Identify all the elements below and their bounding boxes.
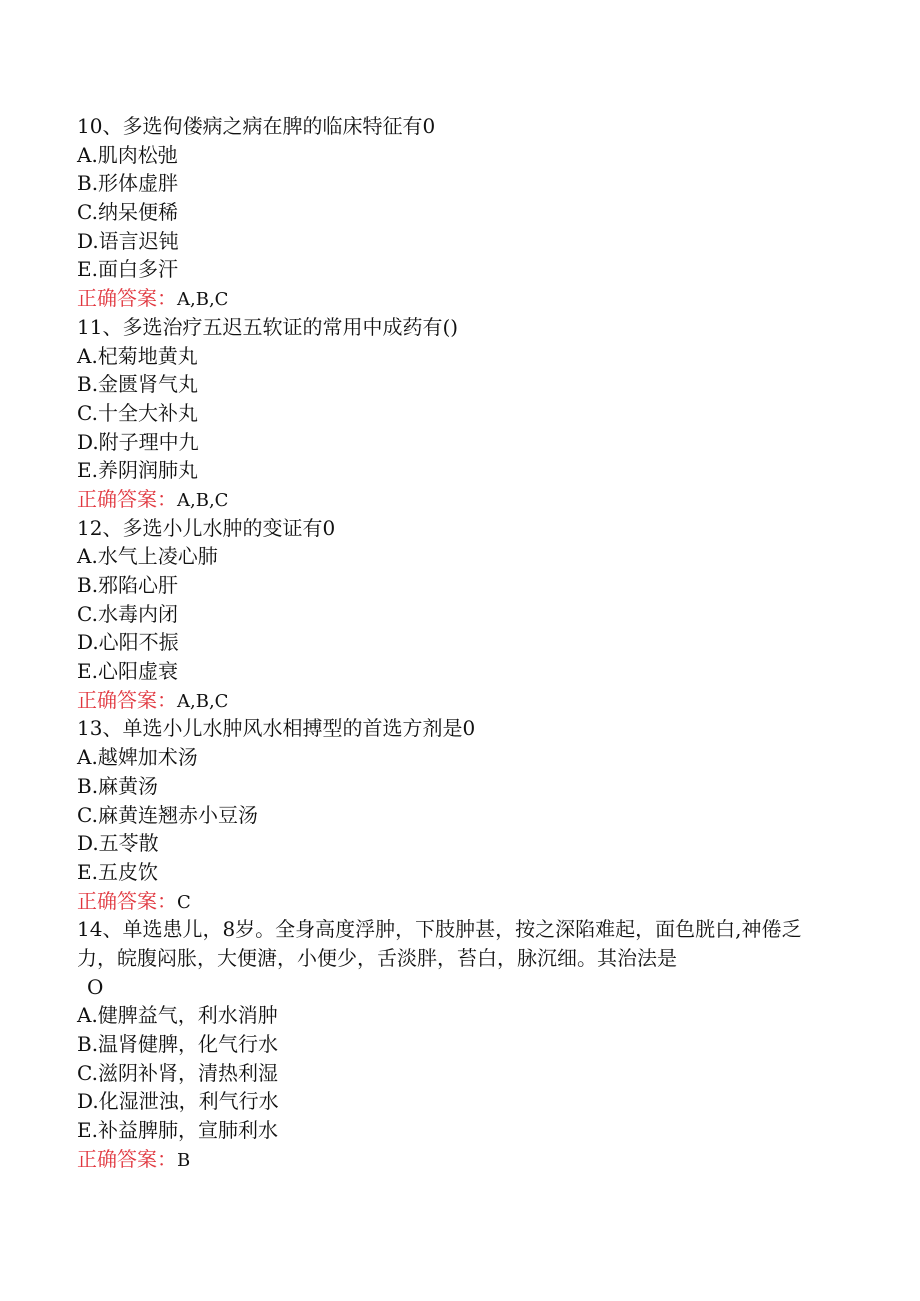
option-a: A.杞菊地黄丸 (77, 343, 198, 368)
question-11 (77, 313, 837, 514)
answer-label: 正确答案： (77, 687, 177, 712)
answer-value: C (177, 891, 191, 913)
question-14 (77, 915, 837, 1173)
option-a: A.越婢加术汤 (77, 745, 198, 770)
option-e: E.养阴润肺丸 (77, 458, 198, 483)
option-e: E.心阳虚衰 (77, 659, 178, 684)
question-13 (77, 714, 837, 915)
question-10 (77, 112, 837, 313)
answer-label: 正确答案： (77, 1146, 177, 1171)
answer-blank: O (87, 974, 104, 999)
question-12 (77, 514, 837, 715)
answer-value: A,B,C (177, 289, 229, 311)
question-stem: 13、单选小儿水肿风水相搏型的首选方剂是0 (77, 716, 476, 741)
option-b: B.麻黄汤 (77, 773, 159, 798)
option-e: E.五皮饮 (77, 859, 158, 884)
answer-line (77, 686, 837, 715)
option-c: C.纳呆便稀 (77, 200, 178, 225)
option-c: C.麻黄连翘赤小豆汤 (77, 802, 258, 827)
answer-value: A,B,C (177, 489, 229, 511)
answer-label: 正确答案： (77, 286, 177, 311)
option-c: C.滋阴补肾，清热利湿 (77, 1060, 278, 1085)
option-a: A.水气上凌心肺 (77, 544, 218, 569)
question-stem: 14、单选患儿，8岁。全身高度浮肿，下肢肿甚，按之深陷难起，面色胱白,神倦乏力，皖腹闷胀，大便溏，小便少，舌淡胖，苔白，脉沉细。其治法是 (77, 917, 802, 970)
option-d: D.化湿泄浊，利气行水 (77, 1089, 279, 1114)
answer-line (77, 1145, 837, 1174)
option-b: B.形体虚胖 (77, 171, 179, 196)
option-e: E.补益脾肺，宣肺利水 (77, 1118, 278, 1143)
option-d: D.附子理中九 (77, 429, 199, 454)
option-d: D.语言迟钝 (77, 228, 179, 253)
question-stem: 10、多选佝偻病之病在脾的临床特征有0 (77, 114, 436, 138)
option-b: B.邪陷心肝 (77, 573, 179, 597)
option-d: D.心阳不振 (77, 630, 179, 655)
answer-label: 正确答案： (77, 486, 177, 511)
answer-value: B (177, 1149, 191, 1171)
option-a: A.健脾益气，利水消肿 (77, 1003, 278, 1028)
option-a: A.肌肉松弛 (77, 142, 178, 167)
option-c: C.水毒内闭 (77, 601, 178, 626)
answer-label: 正确答案： (77, 888, 177, 913)
document-page (77, 112, 837, 1173)
option-d: D.五苓散 (77, 831, 159, 856)
answer-value: A,B,C (177, 690, 229, 712)
option-c: C.十全大补丸 (77, 400, 198, 425)
option-b: B.金匮肾气丸 (77, 372, 199, 397)
answer-line (77, 485, 837, 514)
answer-line (77, 284, 837, 313)
answer-line (77, 887, 837, 916)
question-stem: 12、多选小儿水肿的变证有0 (77, 515, 336, 540)
option-e: E.面白多汗 (77, 257, 178, 282)
option-b: B.温肾健脾，化气行水 (77, 1032, 279, 1057)
question-stem: 11、多选治疗五迟五软证的常用中成药有() (77, 314, 459, 339)
